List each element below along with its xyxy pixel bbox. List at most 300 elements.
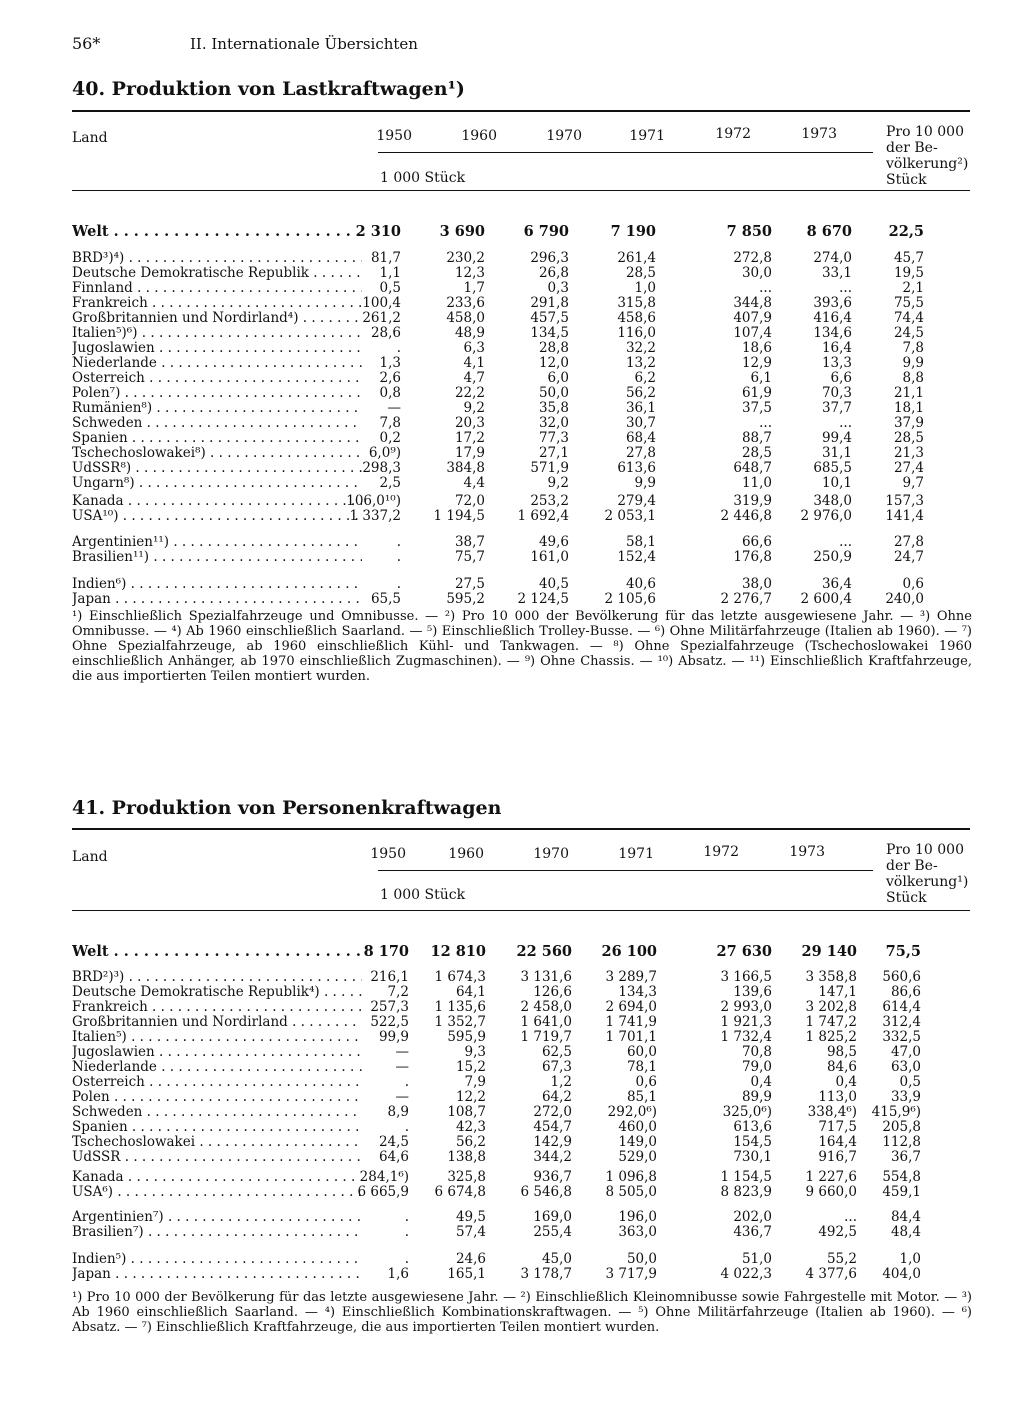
table-41-value-cell: 459,1 — [882, 1184, 921, 1200]
table-41-value-cell: 292,0⁶) — [607, 1104, 657, 1120]
table-40-value-cell: 27,8 — [625, 445, 656, 461]
table-40-value-cell: 17,2 — [454, 430, 485, 446]
table-40-value-cell: 253,2 — [530, 493, 569, 509]
table-41-value-cell: 29 140 — [801, 943, 857, 960]
table-40-value-cell: 88,7 — [741, 430, 772, 446]
table-41-value-cell: 60,0 — [626, 1044, 657, 1060]
table-41-value-cell: 3 358,8 — [805, 969, 857, 985]
table-40-value-cell: 384,8 — [446, 460, 485, 476]
table-41-value-cell: 64,6 — [378, 1149, 409, 1165]
table-40-value-cell: 2 105,6 — [604, 591, 656, 607]
table-40-value-cell: 31,1 — [821, 445, 852, 461]
table-40-header-1973: 1973 — [801, 126, 837, 142]
table-41-value-cell: 344,2 — [533, 1149, 572, 1165]
table-40-value-cell: 1,0 — [634, 280, 656, 296]
table-40-country-cell: Schweden . . . — [72, 416, 362, 430]
table-41-header-land: Land — [72, 849, 108, 865]
table-41-value-cell: 1 641,0 — [520, 1014, 572, 1030]
table-41-value-cell: 26 100 — [601, 943, 657, 960]
table-41-value-cell: 22 560 — [516, 943, 572, 960]
table-40-header-1960: 1960 — [461, 128, 497, 144]
table-40-country-cell: Brasilien¹¹) . . . — [72, 550, 362, 564]
table-41-value-cell: . — [404, 1209, 409, 1225]
table-40-value-cell: 685,5 — [813, 460, 852, 476]
table-40-value-cell: 613,6 — [617, 460, 656, 476]
table-40-value-cell: 2 276,7 — [720, 591, 772, 607]
table-41-country-cell: UdSSR . . . — [72, 1150, 362, 1164]
table-40-value-cell: 157,3 — [885, 493, 924, 509]
table-40-value-cell: 458,0 — [446, 310, 485, 326]
table-40-value-cell: 16,4 — [821, 340, 852, 356]
table-41-value-cell: 79,0 — [741, 1059, 772, 1075]
table-41-value-cell: 554,8 — [882, 1169, 921, 1185]
table-41-value-cell: 272,0 — [533, 1104, 572, 1120]
table-41-row — [0, 1090, 1024, 1104]
table-41-value-cell: 67,3 — [541, 1059, 572, 1075]
table-41-country-cell: USA⁶) . . . — [72, 1185, 362, 1199]
table-41-value-cell: 12 810 — [430, 943, 486, 960]
table-40-value-cell: 1,7 — [463, 280, 485, 296]
table-40-value-cell: 571,9 — [530, 460, 569, 476]
table-40-value-cell: 75,5 — [893, 295, 924, 311]
table-41-header-unit: 1 000 Stück — [380, 887, 466, 903]
table-40-value-cell: 161,0 — [530, 549, 569, 565]
table-40-row — [0, 535, 1024, 549]
table-40-value-cell: 21,1 — [893, 385, 924, 401]
table-40-country-cell: Deutsche Demokratische Republik . . . — [72, 266, 362, 280]
table-41-value-cell: 936,7 — [533, 1169, 572, 1185]
table-41-value-cell: 12,2 — [455, 1089, 486, 1105]
table-41-row — [0, 1225, 1024, 1239]
table-41-country-cell: Niederlande . . . — [72, 1060, 362, 1074]
table-40-country-cell: Niederlande . . . — [72, 356, 362, 370]
table-40-value-cell: 6,3 — [463, 340, 485, 356]
table-40-value-cell: 19,5 — [893, 265, 924, 281]
table-40-value-cell: 66,6 — [741, 534, 772, 550]
table-41-value-cell: 1 701,1 — [605, 1029, 657, 1045]
table-40-row — [0, 266, 1024, 280]
table-40-value-cell: 1,3 — [379, 355, 401, 371]
table-40-value-cell: 261,2 — [362, 310, 401, 326]
table-41-value-cell: 51,0 — [741, 1251, 772, 1267]
table-41-value-cell: 1 674,3 — [434, 969, 486, 985]
table-40-row — [0, 446, 1024, 460]
table-40-value-cell: ... — [839, 280, 852, 296]
table-41-value-cell: 3 131,6 — [520, 969, 572, 985]
table-41-value-cell: 42,3 — [455, 1119, 486, 1135]
table-41-row — [0, 1000, 1024, 1014]
table-41-header-1972: 1972 — [703, 844, 739, 860]
table-41-value-cell: 1,0 — [899, 1251, 921, 1267]
table-40-value-cell: 28,5 — [893, 430, 924, 446]
table-40-value-cell: 416,4 — [813, 310, 852, 326]
table-40-value-cell: 18,1 — [893, 400, 924, 416]
table-40-value-cell: 1 692,4 — [517, 508, 569, 524]
table-40-top-rule — [72, 110, 970, 112]
table-41-value-cell: 613,6 — [733, 1119, 772, 1135]
table-40-country-cell: Polen⁷) . . . — [72, 386, 362, 400]
table-41-value-cell: 62,5 — [541, 1044, 572, 1060]
table-40-row — [0, 431, 1024, 445]
table-41-value-cell: 1 227,6 — [805, 1169, 857, 1185]
table-40-value-cell: 0,8 — [379, 385, 401, 401]
table-40-value-cell: . — [396, 534, 401, 550]
table-41-value-cell: 149,0 — [618, 1134, 657, 1150]
table-40-country-cell: Argentinien¹¹) . . . — [72, 535, 362, 549]
table-41-value-cell: 24,6 — [455, 1251, 486, 1267]
table-40-value-cell: 36,1 — [625, 400, 656, 416]
table-41-value-cell: 3 717,9 — [605, 1266, 657, 1282]
table-40-value-cell: 272,8 — [733, 250, 772, 266]
table-41-value-cell: 6 546,8 — [520, 1184, 572, 1200]
table-40-value-cell: 40,5 — [538, 576, 569, 592]
table-40-footnotes: ¹) Einschließlich Spezialfahrzeuge und Omnibusse. — ²) Pro 10 000 der Bevölkerung für das letzte ausgewiesene Jahr. — ³) Ohne Omnibusse. — ⁴) Ab 1960 einschließlich Saarland. — ⁵) Einschließlich Trolley-Busse. — ⁶) Ohne Militärfahrzeuge (Italien ab 1960). — ⁷) Ohne Spezialfahrzeuge, ab 1960 einschließlich Kühl- und Tankwagen. — ⁸) Ohne Spezialfahrzeuge (Tschechoslowakei 1960 einschließlich Anhänger, ab 1970 einschließlich Zugmaschinen). — ⁹) Ohne Chassis. — ¹⁰) Absatz. — ¹¹) Einschließlich Kraftfahrzeuge, die aus importierten Teilen montiert wurden. — [72, 609, 972, 684]
table-41-country-cell: Indien⁵) . . . — [72, 1252, 362, 1266]
table-41-value-cell: 6 665,9 — [357, 1184, 409, 1200]
table-40-row — [0, 416, 1024, 430]
table-40-value-cell: 9,2 — [463, 400, 485, 416]
table-41-row — [0, 970, 1024, 984]
table-40-value-cell: 12,9 — [741, 355, 772, 371]
table-40-value-cell: 2,5 — [379, 475, 401, 491]
table-40-value-cell: 6,0 — [547, 370, 569, 386]
table-41-value-cell: 154,5 — [733, 1134, 772, 1150]
table-40-value-cell: 1 194,5 — [433, 508, 485, 524]
table-40-row — [0, 296, 1024, 310]
table-41-country-cell: BRD²)³) . . . — [72, 970, 362, 984]
table-40-value-cell: 7 850 — [726, 223, 772, 240]
table-40-value-cell: 319,9 — [733, 493, 772, 509]
table-40-value-cell: 70,3 — [821, 385, 852, 401]
table-40-value-cell: 274,0 — [813, 250, 852, 266]
table-41-value-cell: 134,3 — [618, 984, 657, 1000]
table-40-value-cell: 141,4 — [885, 508, 924, 524]
table-40-value-cell: 100,4 — [362, 295, 401, 311]
table-41-value-cell: 126,6 — [533, 984, 572, 1000]
table-41-value-cell: 45,0 — [541, 1251, 572, 1267]
table-41-row — [0, 1252, 1024, 1266]
table-41-row — [0, 1267, 1024, 1281]
table-40-value-cell: 77,3 — [538, 430, 569, 446]
table-40-value-cell: 134,5 — [530, 325, 569, 341]
table-40-value-cell: 2 446,8 — [720, 508, 772, 524]
table-41-value-cell: 1 352,7 — [434, 1014, 486, 1030]
table-41-value-cell: 1 732,4 — [720, 1029, 772, 1045]
table-40-value-cell: 13,2 — [625, 355, 656, 371]
table-41-value-cell: 404,0 — [882, 1266, 921, 1282]
table-41-value-cell: 98,5 — [826, 1044, 857, 1060]
table-40-value-cell: 36,4 — [821, 576, 852, 592]
table-40-value-cell: 75,7 — [454, 549, 485, 565]
table-40-value-cell: 8,8 — [902, 370, 924, 386]
table-40-country-cell: Österreich . . . — [72, 371, 362, 385]
table-41-country-cell: Deutsche Demokratische Republik⁴) . . . — [72, 985, 362, 999]
table-40-value-cell: 648,7 — [733, 460, 772, 476]
table-40-value-cell: 40,6 — [625, 576, 656, 592]
table-40-country-cell: Welt . . . — [72, 224, 362, 239]
table-40-value-cell: 28,6 — [370, 325, 401, 341]
table-40-value-cell: 348,0 — [813, 493, 852, 509]
table-40-value-cell: 50,0 — [538, 385, 569, 401]
table-40-row — [0, 251, 1024, 265]
table-41-value-cell: 560,6 — [882, 969, 921, 985]
table-41-value-cell: 8 505,0 — [605, 1184, 657, 1200]
table-40-value-cell: 457,5 — [530, 310, 569, 326]
table-40-row — [0, 550, 1024, 564]
table-40-value-cell: 134,6 — [813, 325, 852, 341]
table-40-value-cell: 595,2 — [446, 591, 485, 607]
table-40-value-cell: 58,1 — [625, 534, 656, 550]
table-40-value-cell: 33,1 — [821, 265, 852, 281]
table-41-value-cell: 70,8 — [741, 1044, 772, 1060]
table-41-row — [0, 1060, 1024, 1074]
table-40-country-cell: Rumänien⁸) . . . — [72, 401, 362, 415]
table-41-country-cell: Argentinien⁷) . . . — [72, 1210, 362, 1224]
table-41-value-cell: 48,4 — [890, 1224, 921, 1240]
table-40-row — [0, 311, 1024, 325]
table-40-value-cell: 32,0 — [538, 415, 569, 431]
table-40-row — [0, 356, 1024, 370]
table-41-value-cell: 47,0 — [890, 1044, 921, 1060]
table-40-value-cell: 230,2 — [446, 250, 485, 266]
table-40-country-cell: Großbritannien und Nordirland⁴) . . . — [72, 311, 362, 325]
table-40-value-cell: 37,5 — [741, 400, 772, 416]
table-41-value-cell: 2 993,0 — [720, 999, 772, 1015]
table-41-value-cell: 75,5 — [885, 943, 921, 960]
table-40-value-cell: 2 976,0 — [800, 508, 852, 524]
table-41-value-cell: 64,2 — [541, 1089, 572, 1105]
table-41-value-cell: 84,4 — [890, 1209, 921, 1225]
table-41-value-cell: 0,4 — [835, 1074, 857, 1090]
table-40-value-cell: 28,5 — [741, 445, 772, 461]
table-41-header-1950: 1950 — [370, 846, 406, 862]
table-40-value-cell: 17,9 — [454, 445, 485, 461]
table-41-value-cell: — — [395, 1044, 409, 1060]
table-41-value-cell: 63,0 — [890, 1059, 921, 1075]
table-41-country-cell: Österreich . . . — [72, 1075, 362, 1089]
table-40-value-cell: 407,9 — [733, 310, 772, 326]
table-41-value-cell: 4 022,3 — [720, 1266, 772, 1282]
table-41-value-cell: 202,0 — [733, 1209, 772, 1225]
table-41-value-cell: 1 719,7 — [520, 1029, 572, 1045]
table-41-value-cell: 1 747,2 — [805, 1014, 857, 1030]
table-40-header-rule — [72, 190, 970, 191]
table-40-value-cell: 0,6 — [902, 576, 924, 592]
table-40-value-cell: 24,7 — [893, 549, 924, 565]
table-40-value-cell: 18,6 — [741, 340, 772, 356]
table-41-title: 41. Produktion von Personenkraftwagen — [72, 797, 502, 819]
table-41-country-cell: Spanien . . . — [72, 1120, 362, 1134]
table-41-value-cell: 1,6 — [387, 1266, 409, 1282]
table-40-value-cell: . — [396, 340, 401, 356]
table-40-row — [0, 281, 1024, 295]
table-41-value-cell: 57,4 — [455, 1224, 486, 1240]
table-41-value-cell: 325,0⁶) — [722, 1104, 772, 1120]
table-40-value-cell: 107,4 — [733, 325, 772, 341]
table-40-country-cell: Frankreich . . . — [72, 296, 362, 310]
table-40-value-cell: 6,2 — [634, 370, 656, 386]
table-40-title: 40. Produktion von Lastkraftwagen¹) — [72, 78, 465, 100]
table-41-country-cell: Großbritannien und Nordirland . . . — [72, 1015, 362, 1029]
table-40-value-cell: 7 190 — [610, 223, 656, 240]
table-40-country-cell: BRD³)⁴) . . . — [72, 251, 362, 265]
table-40-value-cell: 291,8 — [530, 295, 569, 311]
table-40-header-unit: 1 000 Stück — [380, 170, 466, 186]
table-40-country-cell: Ungarn⁸) . . . — [72, 476, 362, 490]
table-40-value-cell: 279,4 — [617, 493, 656, 509]
table-41-value-cell: 165,1 — [447, 1266, 486, 1282]
table-40-value-cell: 0,2 — [379, 430, 401, 446]
table-41-value-cell: 216,1 — [370, 969, 409, 985]
table-41-value-cell: 50,0 — [626, 1251, 657, 1267]
table-41-country-cell: Brasilien⁷) . . . — [72, 1225, 362, 1239]
table-41-row — [0, 1170, 1024, 1184]
table-40-value-cell: ... — [839, 534, 852, 550]
table-40-header-land: Land — [72, 130, 108, 146]
table-40-value-cell: 26,8 — [538, 265, 569, 281]
table-40-value-cell: 8 670 — [806, 223, 852, 240]
table-40-unit-rule — [378, 152, 873, 153]
table-41-value-cell: 3 166,5 — [720, 969, 772, 985]
table-41-row — [0, 1185, 1024, 1199]
table-40-value-cell: 48,9 — [454, 325, 485, 341]
table-41-value-cell: 164,4 — [818, 1134, 857, 1150]
table-40-header-1970: 1970 — [546, 128, 582, 144]
table-40-country-cell: Kanada . . . — [72, 494, 362, 508]
table-41-value-cell: 7,2 — [387, 984, 409, 1000]
table-40-row — [0, 224, 1024, 238]
table-41-value-cell: 139,6 — [733, 984, 772, 1000]
table-41-value-cell: 99,9 — [378, 1029, 409, 1045]
table-41-value-cell: 78,1 — [626, 1059, 657, 1075]
table-41-value-cell: — — [395, 1059, 409, 1075]
table-41-value-cell: . — [404, 1224, 409, 1240]
table-41-value-cell: 169,0 — [533, 1209, 572, 1225]
table-41-value-cell: 8 823,9 — [720, 1184, 772, 1200]
table-40-value-cell: 2 053,1 — [604, 508, 656, 524]
table-40-value-cell: 250,9 — [813, 549, 852, 565]
table-40-value-cell: 116,0 — [617, 325, 656, 341]
table-41-unit-rule — [378, 870, 873, 871]
table-40-header-1950: 1950 — [376, 128, 412, 144]
table-41-value-cell: 2 458,0 — [520, 999, 572, 1015]
table-40-value-cell: 9,9 — [634, 475, 656, 491]
table-40-value-cell: 9,7 — [902, 475, 924, 491]
table-40-value-cell: 72,0 — [454, 493, 485, 509]
table-41-row — [0, 944, 1024, 958]
table-41-value-cell: 138,8 — [447, 1149, 486, 1165]
table-40-value-cell: 65,5 — [370, 591, 401, 607]
table-41-value-cell: 492,5 — [818, 1224, 857, 1240]
table-41-value-cell: 56,2 — [455, 1134, 486, 1150]
table-40-value-cell: 35,8 — [538, 400, 569, 416]
table-41-header-rule — [72, 910, 970, 911]
table-41-value-cell: 7,9 — [464, 1074, 486, 1090]
table-41-value-cell: 112,8 — [882, 1134, 921, 1150]
table-40-value-cell: 393,6 — [813, 295, 852, 311]
table-41-country-cell: Schweden . . . — [72, 1105, 362, 1119]
table-40-value-cell: 12,3 — [454, 265, 485, 281]
table-40-value-cell: 21,3 — [893, 445, 924, 461]
page-number: 56* — [72, 34, 101, 53]
table-41-row — [0, 1120, 1024, 1134]
table-41-value-cell: 9,3 — [464, 1044, 486, 1060]
table-40-value-cell: 32,2 — [625, 340, 656, 356]
table-40-header-per-capita: Pro 10 000 der Be- völkerung²) Stück — [886, 124, 969, 188]
table-40-value-cell: 61,9 — [741, 385, 772, 401]
table-41-row — [0, 985, 1024, 999]
table-40-row — [0, 386, 1024, 400]
table-40-row — [0, 592, 1024, 606]
table-41-value-cell: ... — [844, 1209, 857, 1225]
table-41-value-cell: 595,9 — [447, 1029, 486, 1045]
table-41-value-cell: 460,0 — [618, 1119, 657, 1135]
table-40-value-cell: 37,7 — [821, 400, 852, 416]
table-41-value-cell: 33,9 — [890, 1089, 921, 1105]
table-40-value-cell: 37,9 — [893, 415, 924, 431]
table-41-value-cell: 332,5 — [882, 1029, 921, 1045]
table-41-value-cell: 1 825,2 — [805, 1029, 857, 1045]
table-40-value-cell: 81,7 — [370, 250, 401, 266]
table-41-country-cell: Japan . . . — [72, 1267, 362, 1281]
table-41-value-cell: . — [404, 1119, 409, 1135]
table-40-value-cell: 45,7 — [893, 250, 924, 266]
table-40-value-cell: 68,4 — [625, 430, 656, 446]
table-41-value-cell: 108,7 — [447, 1104, 486, 1120]
table-40-value-cell: 30,7 — [625, 415, 656, 431]
table-41-country-cell: Polen . . . — [72, 1090, 362, 1104]
table-40-value-cell: 315,8 — [617, 295, 656, 311]
table-41-header-1973: 1973 — [789, 844, 825, 860]
table-40-value-cell: 12,0 — [538, 355, 569, 371]
table-40-row — [0, 577, 1024, 591]
table-41-value-cell: 3 202,8 — [805, 999, 857, 1015]
table-40-value-cell: 22,2 — [454, 385, 485, 401]
table-41-value-cell: 85,1 — [626, 1089, 657, 1105]
table-40-value-cell: 10,1 — [821, 475, 852, 491]
table-41-value-cell: 1 096,8 — [605, 1169, 657, 1185]
table-41-value-cell: 312,4 — [882, 1014, 921, 1030]
table-40-value-cell: 49,6 — [538, 534, 569, 550]
table-41-value-cell: . — [404, 1251, 409, 1267]
table-40-value-cell: 7,8 — [379, 415, 401, 431]
table-41-value-cell: 454,7 — [533, 1119, 572, 1135]
table-41-row — [0, 1030, 1024, 1044]
table-40-value-cell: — — [387, 400, 401, 416]
table-40-value-cell: 28,8 — [538, 340, 569, 356]
table-40-value-cell: 6,6 — [830, 370, 852, 386]
table-40-value-cell: 38,0 — [741, 576, 772, 592]
table-41-value-cell: 64,1 — [455, 984, 486, 1000]
table-41-footnotes: ¹) Pro 10 000 der Bevölkerung für das letzte ausgewiesene Jahr. — ²) Einschließlich Kleinomnibusse sowie Fahrgestelle mit Motor. — ³) Ab 1960 einschließlich Saarland. — ⁴) Einschließlich Kombinationskraftwagen. — ⁵) Ohne Militärfahrzeuge (Italien ab 1960). — ⁶) Absatz. — ⁷) Einschließlich Kraftfahrzeuge, die aus importierten Teilen montiert wurden. — [72, 1290, 972, 1335]
table-41-value-cell: 1,2 — [550, 1074, 572, 1090]
table-41-value-cell: 36,7 — [890, 1149, 921, 1165]
table-40-value-cell: 106,0¹⁰) — [346, 493, 401, 509]
table-41-value-cell: 916,7 — [818, 1149, 857, 1165]
table-41-value-cell: 113,0 — [818, 1089, 857, 1105]
section-title: II. Internationale Übersichten — [190, 35, 418, 53]
table-41-value-cell: 49,5 — [455, 1209, 486, 1225]
table-40-value-cell: 4,4 — [463, 475, 485, 491]
table-40-value-cell: 1,1 — [379, 265, 401, 281]
table-40-value-cell: 4,1 — [463, 355, 485, 371]
table-41-value-cell: 9 660,0 — [805, 1184, 857, 1200]
table-40-row — [0, 371, 1024, 385]
table-40-value-cell: 458,6 — [617, 310, 656, 326]
table-41-value-cell: 89,9 — [741, 1089, 772, 1105]
table-40-value-cell: 24,5 — [893, 325, 924, 341]
table-40-value-cell: 27,4 — [893, 460, 924, 476]
